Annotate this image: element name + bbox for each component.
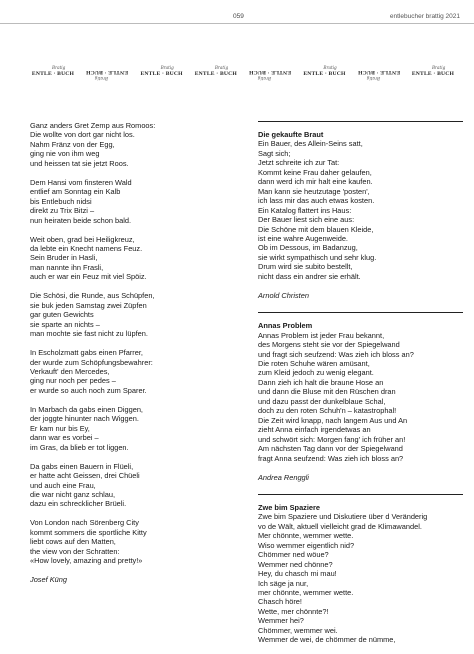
poem-body xyxy=(258,331,463,463)
verse-line: zum Kleid jedoch zu wenig elegant. xyxy=(258,368,374,378)
logo-word: ENTLE · BUCH xyxy=(86,69,129,75)
verse-line: entlief am Sonntag ein Kalb xyxy=(30,187,121,197)
verse-line: Ein Katalog flattert ins Haus: xyxy=(258,205,352,215)
verse-line: auch er war ein Feuz mit viel Spöiz. xyxy=(30,272,147,282)
logo-word: ENTLE · BUCH xyxy=(31,71,75,77)
verse-line: man nannte ihn Frasli, xyxy=(30,262,104,272)
poem-divider xyxy=(258,494,463,495)
verse-line: mer chönnte, wemmer wette. xyxy=(258,588,354,598)
verse-line: dann war es vorbei – xyxy=(30,433,99,443)
verse-line: gar guten Gewichts xyxy=(30,310,94,320)
verse-line: In Marbach da gabs einen Diggen, xyxy=(30,404,143,414)
logo-script: Bratig xyxy=(257,76,272,81)
verse-line: Die Schösi, die Runde, aus Schüpfen, xyxy=(30,291,155,301)
header-divider xyxy=(0,23,474,24)
verse-line: Drum wird sie subito bestellt, xyxy=(258,262,353,272)
verse-line: «How lovely, amazing and pretty!» xyxy=(30,556,143,566)
logo-script: Bratig xyxy=(323,65,337,70)
verse-line: Wette, mer chönnte?! xyxy=(258,606,329,616)
verse-line: bis Entlebuch nidsi xyxy=(30,196,92,206)
entlebuch-logo-inverted xyxy=(247,66,293,80)
entlebuch-logo xyxy=(193,66,239,80)
verse-line: the view von der Schratten: xyxy=(30,546,120,556)
logo-script: Bratig xyxy=(366,76,380,81)
verse-line: Weit oben, grad bei Heiligkreuz, xyxy=(30,234,135,244)
limerick-stanza xyxy=(30,518,235,565)
verse-line: Chasch höre! xyxy=(258,597,302,607)
verse-line: der joggte hinunter nach Wiggen. xyxy=(30,414,139,424)
verse-line: der wurde zum Schöpfungsbewahrer: xyxy=(30,357,153,367)
verse-line: Dem Hansi vom finsteren Wald xyxy=(30,177,132,187)
verse-line: Annas Problem ist jeder Frau bekannt, xyxy=(258,330,385,340)
limerick-stanza xyxy=(30,405,235,452)
verse-line: zieht Anna einfach irgendetwas an xyxy=(258,425,371,435)
verse-line: er hatte acht Geissen, drei Chüeli xyxy=(30,471,140,481)
verse-line: Er kam nur bis Ey, xyxy=(30,423,90,433)
verse-line: sie buk jeden Samstag zwei Züpfen xyxy=(30,300,147,310)
poem-body xyxy=(258,512,463,644)
entlebuch-logo xyxy=(30,66,76,80)
verse-line: man mochte sie fast nicht zu lüpfen. xyxy=(30,329,148,339)
verse-line: und heissen tat sie jetzt Roos. xyxy=(30,158,129,168)
verse-line: und schwört sich: Morgen fang' ich früher an! xyxy=(258,434,406,444)
logo-script: Bratig xyxy=(95,76,109,81)
verse-line: Mer chönnte, wemmer wette. xyxy=(258,531,354,541)
logo-script: Bratig xyxy=(431,65,446,70)
verse-line: nun heiraten beide schon bald. xyxy=(30,215,132,225)
verse-line: Chömmer, wemmer wei. xyxy=(258,625,338,635)
verse-line: Wiso wemmer eigentlich nid? xyxy=(258,540,355,550)
verse-line: dazu ein schrecklicher Brüeli. xyxy=(30,499,127,509)
logo-word: ENTLE · BUCH xyxy=(194,71,237,77)
verse-line: und dann die Bluse mit den Rüschen dran xyxy=(258,387,396,397)
verse-line: sie sparte an nichts – xyxy=(30,319,100,329)
verse-line: liebt cows auf den Matten, xyxy=(30,537,116,547)
poem-title: Die gekaufte Braut xyxy=(258,130,324,139)
verse-line: Wemmer hei? xyxy=(258,616,304,626)
logo-script: Bratig xyxy=(214,65,229,70)
verse-line: nicht dass ein andrer sie erhält. xyxy=(258,271,361,281)
verse-line: die war nicht ganz schlau, xyxy=(30,489,116,499)
verse-line: Am nächsten Tag dann vor der Spiegelwand xyxy=(258,444,403,454)
entlebuch-logo xyxy=(301,66,347,80)
verse-line: Sein Bruder in Hasli, xyxy=(30,253,98,263)
verse-line: Da gabs einen Bauern in Flüeli, xyxy=(30,461,134,471)
verse-line: Ein Bauer, des Allein-Seins satt, xyxy=(258,139,363,149)
limerick-stanza xyxy=(30,235,235,282)
verse-line: Die wollte von dort gar nicht los. xyxy=(30,130,135,140)
logo-word: ENTLE · BUCH xyxy=(357,69,400,75)
poem-title: Zwe bim Spaziere xyxy=(258,502,321,512)
verse-line: da lebte ein Knecht namens Feuz. xyxy=(30,243,143,253)
logo-script: Bratig xyxy=(52,65,66,70)
entlebuch-logo xyxy=(410,66,456,80)
verse-line: Von London nach Sörenberg City xyxy=(30,518,139,528)
verse-line: ich lass mir das auch etwas kosten. xyxy=(258,196,375,206)
verse-line: im Gras, da blieb er tot liggen. xyxy=(30,442,129,452)
logo-strip xyxy=(30,66,456,80)
page-header xyxy=(0,13,474,25)
publication-title: entlebucher brattig 2021 xyxy=(389,13,460,20)
verse-line: dann werd ich mir halt eine kaufen. xyxy=(258,177,373,187)
limerick-stanza xyxy=(30,121,235,168)
verse-line: des Morgens steht sie vor der Spiegelwand xyxy=(258,340,400,350)
poem-body xyxy=(258,139,463,281)
verse-line: Man kann sie heutzutage 'posten', xyxy=(258,186,370,196)
verse-line: Ob im Dessous, im Badanzug, xyxy=(258,243,358,253)
verse-line: ist eine wahre Augenweide. xyxy=(258,233,348,243)
verse-line: Verkauft' den Mercedes, xyxy=(30,366,110,376)
page-number: 059 xyxy=(233,13,244,20)
verse-line: Kommt keine Frau daher gelaufen, xyxy=(258,167,372,177)
verse-line: und fragt sich seufzend: Was zieh ich bloss an? xyxy=(258,349,414,359)
verse-line: Sagt sich; xyxy=(258,148,291,158)
verse-line: Der Bauer liest sich eine aus: xyxy=(258,215,355,225)
verse-line: Dann zieh ich halt die braune Hose an xyxy=(258,377,384,387)
verse-line: Wemmer de wei, de chömmer de nümme, xyxy=(258,635,396,645)
verse-line: doch zu den roten Schuh'n – katastrophal! xyxy=(258,406,397,416)
verse-line: Die Zeit wird knapp, nach langem Aus und An xyxy=(258,415,408,425)
poem-title: Annas Problem xyxy=(258,321,313,331)
logo-word: ENTLE · BUCH xyxy=(140,71,183,77)
verse-line: und auch eine Frau, xyxy=(30,480,96,490)
poem-author: Andrea Renggli xyxy=(258,472,309,482)
verse-line: Jetzt schreite ich zur Tat: xyxy=(258,158,340,168)
verse-line: fragt Anna seufzend: Was zieh ich bloss an? xyxy=(258,453,404,463)
verse-line: er wurde so auch noch zum Sparer. xyxy=(30,385,147,395)
verse-line: kommt sommers die sportliche Kitty xyxy=(30,527,147,537)
poem-author: Josef Küng xyxy=(30,575,67,585)
verse-line: Chömmer ned wöue? xyxy=(258,550,329,560)
limerick-stanza xyxy=(30,178,235,225)
poem-divider xyxy=(258,121,463,122)
verse-line: Ich säge ja nur, xyxy=(258,578,309,588)
left-column xyxy=(30,121,235,597)
entlebuch-logo-inverted xyxy=(356,66,402,80)
entlebuch-logo xyxy=(139,66,185,80)
verse-line: direkt zu Trix Bitzi – xyxy=(30,206,95,216)
verse-line: und dazu passt der dunkelblaue Schal, xyxy=(258,396,386,406)
verse-line: Nahm Fränz von der Egg, xyxy=(30,139,115,149)
verse-line: ging nie von ihm weg xyxy=(30,149,100,159)
right-column xyxy=(258,121,463,654)
logo-word: ENTLE · BUCH xyxy=(411,71,455,77)
verse-line: Die Schöne mit dem blauen Kleide, xyxy=(258,224,374,234)
logo-word: ENTLE · BUCH xyxy=(303,71,346,77)
verse-line: In Escholzmatt gabs einen Pfarrer, xyxy=(30,348,143,358)
verse-line: Ganz anders Gret Zemp aus Romoos: xyxy=(30,121,156,130)
verse-line: Wemmer ned chönne? xyxy=(258,559,333,569)
poem-author: Arnold Christen xyxy=(258,290,309,300)
verse-line: Die roten Schuhe wären amüsant, xyxy=(258,359,370,369)
limerick-stanza xyxy=(30,291,235,338)
logo-word: ENTLE · BUCH xyxy=(249,69,292,75)
verse-line: Hey, du chasch mi mau! xyxy=(258,569,337,579)
verse-line: Zwe bim Spaziere und Diskutiere über d Veränderig xyxy=(258,512,428,522)
verse-line: sie wirkt sympathisch und sehr klug. xyxy=(258,252,377,262)
verse-line: vo de Wält, aktuell vielleicht grad de Klimawandel. xyxy=(258,521,422,531)
verse-line: ging nur noch per pedes – xyxy=(30,376,116,386)
limerick-stanza xyxy=(30,348,235,395)
entlebuch-logo-inverted xyxy=(84,66,130,80)
logo-script: Bratig xyxy=(160,65,174,70)
limerick-stanza xyxy=(30,462,235,509)
poem-divider xyxy=(258,312,463,313)
